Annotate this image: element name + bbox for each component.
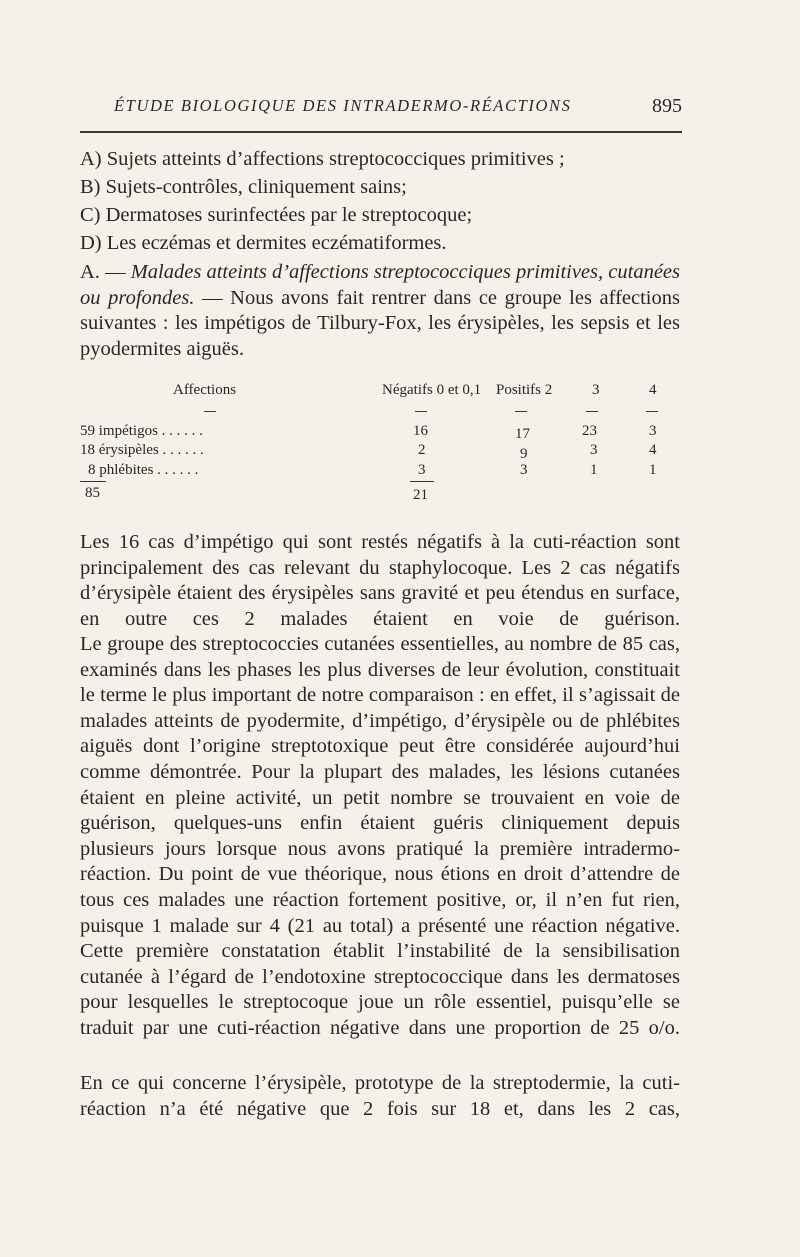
table-total-affections: 85 — [85, 485, 100, 501]
table-cell: 16 — [413, 423, 428, 439]
total-rule — [410, 481, 434, 482]
total-rule — [80, 481, 106, 482]
table-cell: 2 — [418, 442, 426, 458]
table-cell: 1 — [590, 462, 598, 478]
table-header-negatifs: Négatifs 0 et 0,1 — [382, 382, 482, 398]
table-total-negatifs: 21 — [413, 487, 428, 503]
list-item: B) Sujets-contrôles, cliniquement sains; — [80, 176, 407, 198]
paragraph-text: Le groupe des streptococcies cutanées essentielles, au nombre de 85 cas, examinés dans les phases les plus diverses de leur évolution, constituait le terme le plus important de notre comparaison : en effet, il s’agissait de malades atteints de pyodermite, d’impétigo, d’érysipèle ou de phlébites aiguës dont l’origine streptotoxique peut être considérée aujourd’hui comme démontrée. Pour la plupart des malades, les lésions cutanées étaient en pleine activité, un petit nombre se trouvaient en voie de guérison, quelques-uns enfin étaient guéris cliniquement depuis plusieurs jours lorsque nous avons pratiqué la première intradermo-réaction. Du point de vue théorique, nous étions en droit d’attendre de tous ces malades une réaction fortement positive, or, il n’en fut rien, puisque 1 malade sur 4 (21 au total) a présenté une réaction négative. Cette première constatation établit l’instabilité de la sensibilisation cutanée à l’égard de l’endotoxine streptococcique dans les dermatoses pour lesquelles le streptocoque joue un rôle essentiel, puisqu’elle se traduit par une cuti-réaction négative dans une proportion de 25 o/o. — [80, 633, 680, 1039]
list-item: D) Les eczémas et dermites eczématiformes. — [80, 232, 447, 254]
header-rule — [80, 131, 682, 133]
section-a-paragraph — [80, 260, 680, 362]
table-row-label: 8 phlébites . . . . . . — [88, 462, 199, 478]
paragraph-3 — [80, 1071, 680, 1122]
paragraph-text: Les 16 cas d’impétigo qui sont restés négatifs à la cuti-réaction sont principalement des cas relevant du staphylocoque. Les 2 cas négatifs d’érysipèle étaient des érysipèles sans gravité et peu étendus en surface, en outre ces 2 malades étaient en voie de guérison. — [80, 531, 680, 630]
table-cell: 3 — [649, 423, 657, 439]
table-header-positifs: Positifs 2 — [496, 382, 553, 398]
table-row-label: 18 érysipèles . . . . . . — [80, 442, 204, 458]
paragraph-1 — [80, 530, 680, 632]
list-item: A) Sujets atteints d’affections streptococciques primitives ; — [80, 148, 565, 170]
table-dash — [586, 411, 598, 412]
table-cell: 1 — [649, 462, 657, 478]
table-cell: 3 — [590, 442, 598, 458]
group-list — [80, 145, 680, 257]
table-row-label: 59 impétigos . . . . . . — [80, 423, 203, 439]
table-cell: 9 — [520, 446, 528, 462]
table-dash — [646, 411, 658, 412]
table-cell: 4 — [649, 442, 657, 458]
list-item: C) Dermatoses surinfectées par le streptocoque; — [80, 204, 473, 226]
table-header-col3: 3 — [592, 382, 600, 398]
table-cell: 17 — [515, 426, 530, 442]
paragraph-text: En ce qui concerne l’érysipèle, prototype de la streptodermie, la cuti-réaction n’a été négative que 2 fois sur 18 et, dans les 2 cas, — [80, 1072, 680, 1120]
section-a-title: Malades atteints d’affections streptococciques primitives, cutanées ou profondes. — [80, 261, 680, 309]
table-dash — [415, 411, 427, 412]
table-header-col4: 4 — [649, 382, 657, 398]
paragraph-2 — [80, 632, 680, 1042]
page-number: 895 — [652, 95, 682, 117]
table-cell: 3 — [520, 462, 528, 478]
table-dash — [204, 411, 216, 412]
table-cell: 3 — [418, 462, 426, 478]
table-dash — [515, 411, 527, 412]
results-table — [80, 382, 682, 512]
page-header — [80, 96, 682, 128]
section-a-text: — Nous avons fait rentrer dans ce groupe les affections suivantes : les impétigos de Tilbury-Fox, les érysipèles, les sepsis et les pyodermites aiguës. — [80, 286, 680, 360]
section-a-label: A. — — [80, 261, 126, 283]
table-header-affections: Affections — [173, 382, 237, 398]
table-cell: 23 — [582, 423, 597, 439]
running-title: ÉTUDE BIOLOGIQUE DES INTRADERMO-RÉACTIONS — [114, 96, 572, 115]
